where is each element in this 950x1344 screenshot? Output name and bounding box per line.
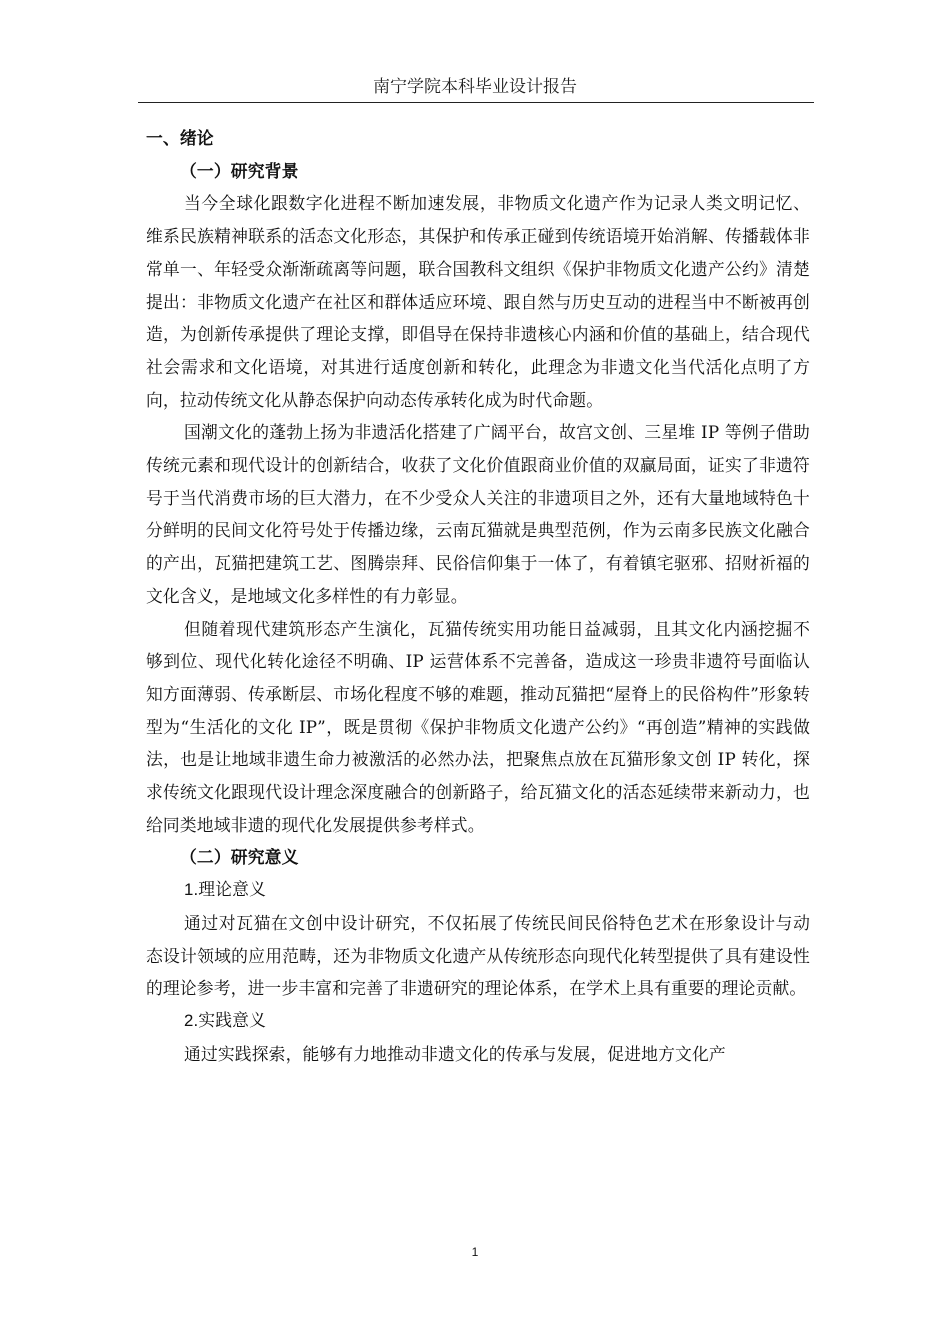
subheading-practical-significance: 2.实践意义 (184, 1010, 267, 1030)
page-header-title: 南宁学院本科毕业设计报告 (373, 77, 577, 97)
paragraph-practical-significance: 通过实践探索，能够有力地推动非遗文化的传承与发展，促进地方文化产 (184, 1043, 726, 1064)
paragraph-background-2: 国潮文化的蓬勃上扬为非遗活化搭建了广阔平台，故宫文创、三星堆 IP 等例子借助传统元素和现代设计的创新结合，收获了文化价值跟商业价值的双赢局面，证实了非遗符号于当代消费市场的巨大潜力，在不少受众人关注的非遗项目之外，还有大量地域特色十分鲜明的民间文化符号处于传播边缘，云南瓦猫就是典型范例，作为云南多民族文化融合的产出，瓦猫把建筑工艺、图腾崇拜、民俗信仰集于一体了，有着镇宅驱邪、招财祈福的文化含义，是地域文化多样性的有力彰显。 (146, 422, 810, 606)
subsection-heading-significance: （二）研究意义 (180, 847, 299, 868)
paragraph-theoretical-significance: 通过对瓦猫在文创中设计研究，不仅拓展了传统民间民俗特色艺术在形象设计与动态设计领域的应用范畴，还为非物质文化遗产从传统形态向现代化转型提供了具有建设性的理论参考，进一步丰富和完善了非遗研究的理论体系，在学术上具有重要的理论贡献。 (146, 912, 810, 999)
paragraph-background-3: 但随着现代建筑形态产生演化，瓦猫传统实用功能日益减弱，且其文化内涵挖掘不够到位、现代化转化途径不明确、IP 运营体系不完善备，造成这一珍贵非遗符号面临认知方面薄弱、传承断层、市场化程度不够的难题，推动瓦猫把“屋脊上的民俗构件”形象转型为“生活化的文化 IP”，既是贯彻《保护非物质文化遗产公约》“再创造”精神的实践做法，也是让地域非遗生命力被激活的必然办法，把聚焦点放在瓦猫形象文创 IP 转化，探求传统文化跟现代设计理念深度融合的创新路子，给瓦猫文化的活态延续带来新动力，也给同类地域非遗的现代化发展提供参考样式。 (146, 618, 810, 835)
section-heading-introduction: 一、绪论 (146, 128, 214, 148)
document-body (146, 122, 810, 1070)
paragraph-background-1: 当今全球化跟数字化进程不断加速发展，非物质文化遗产作为记录人类文明记忆、维系民族精神联系的活态文化形态，其保护和传承正碰到传统语境开始消解、传播载体非常单一、年轻受众渐渐疏离等问题，联合国教科文组织《保护非物质文化遗产公约》清楚提出：非物质文化遗产在社区和群体适应环境、跟自然与历史互动的进程当中不断被再创造，为创新传承提供了理论支撑，即倡导在保持非遗核心内涵和价值的基础上，结合现代社会需求和文化语境，对其进行适度创新和转化，此理念为非遗文化当代活化点明了方向，拉动传统文化从静态保护向动态传承转化成为时代命题。 (146, 193, 810, 410)
page-number: 1 (471, 1245, 479, 1259)
header-divider (138, 102, 814, 103)
subheading-theoretical-significance: 1.理论意义 (184, 880, 267, 900)
subsection-heading-background: （一）研究背景 (180, 160, 299, 181)
